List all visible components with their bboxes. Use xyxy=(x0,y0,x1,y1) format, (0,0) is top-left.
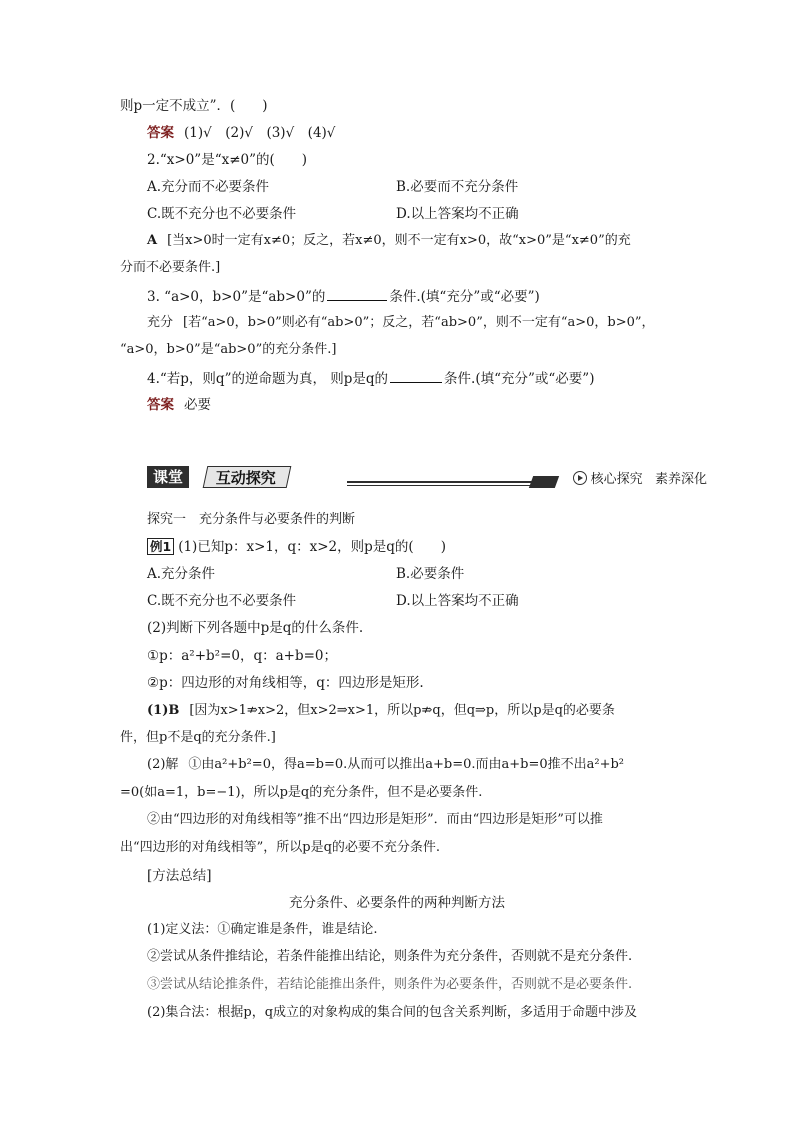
question-4 xyxy=(147,368,594,389)
ex-option-d: D.以上答案均不正确 xyxy=(396,593,519,609)
solution-2-head: (2)解 xyxy=(147,757,179,772)
solution-2-text: ①由a²+b²=0，得a=b=0.从而可以推出a+b=0.而由a+b=0推不出a²+b² xyxy=(188,757,625,772)
play-icon xyxy=(573,471,587,485)
section-banner xyxy=(147,466,707,492)
q2-option-b: B.必要而不充分条件 xyxy=(396,179,519,195)
question-2: 2.“x>0”是“x≠0”的( ) xyxy=(147,152,308,168)
ex-option-c: C.既不充分也不必要条件 xyxy=(147,593,297,609)
banner-rule xyxy=(347,481,537,483)
example-2-item-1: ①p：a²+b²=0，q：a+b=0； xyxy=(147,648,338,664)
answer-line-4 xyxy=(147,395,211,415)
q2-solution-cont: 分而不必要条件.] xyxy=(120,260,221,275)
q2-solution-text: [当x>0时一定有x≠0；反之，若x≠0，则不一定有x>0，故“x>0”是“x≠0”的充 xyxy=(167,233,631,248)
solution-1-head: (1)B xyxy=(147,703,180,718)
q3-text-a: 3. “a>0，b>0”是“ab>0”的 xyxy=(147,289,326,305)
method-2: ②尝试从条件推结论，若条件能推出结论，则条件为充分条件，否则就不是充分条件. xyxy=(147,949,633,964)
example-2-item-2: ②p：四边形的对角线相等，q：四边形是矩形. xyxy=(147,675,424,691)
ex-option-b: B.必要条件 xyxy=(396,566,465,582)
method-summary-label: [方法总结] xyxy=(147,868,212,884)
q3-solution xyxy=(147,313,655,333)
q3-solution-text: [若“a>0，b>0”则必有“ab>0”；反之，若“ab>0”，则不一定有“a>0，b>0”， xyxy=(183,315,655,330)
method-4: (2)集合法：根据p，q成立的对象构成的集合间的包含关系判断，多适用于命题中涉及 xyxy=(147,1005,638,1020)
banner-right-tags xyxy=(573,470,707,490)
solution-2 xyxy=(147,755,624,775)
method-title: 充分条件、必要条件的两种判断方法 xyxy=(289,895,505,911)
banner-tag-core: 核心探究 xyxy=(590,472,643,487)
line-1: 则p一定不成立”．( ) xyxy=(120,98,268,114)
example-badge: 例1 xyxy=(147,538,174,555)
ex-option-a: A.充分条件 xyxy=(147,566,216,582)
q2-solution xyxy=(147,231,631,251)
solution-2-cont: =0(如a=1，b=−1)，所以p是q的充分条件，但不是必要条件. xyxy=(120,785,483,800)
q4-text-a: 4.“若p，则q”的逆命题为真， 则p是q的 xyxy=(147,371,389,387)
banner-badge-classroom: 课堂 xyxy=(147,466,189,488)
answer-line-1 xyxy=(147,123,335,143)
q3-solution-cont: “a>0，b>0”是“ab>0”的充分条件.] xyxy=(120,342,337,357)
question-3 xyxy=(147,286,540,307)
answer-text-4: 必要 xyxy=(184,397,211,413)
section-title: 探究一 充分条件与必要条件的判断 xyxy=(147,512,356,527)
q3-solution-head: 充分 xyxy=(147,315,174,330)
q3-blank[interactable] xyxy=(327,286,387,301)
banner-tag-literacy: 素养深化 xyxy=(654,472,707,487)
q2-option-c: C.既不充分也不必要条件 xyxy=(147,206,297,222)
q3-text-b: 条件.(填“充分”或“必要”) xyxy=(389,289,540,305)
answer-label: 答案 xyxy=(147,125,174,141)
answer-label-4: 答案 xyxy=(147,397,174,413)
solution-3: ②由“四边形的对角线相等”推不出“四边形是矩形”．而由“四边形是矩形”可以推 xyxy=(147,812,603,827)
q4-text-b: 条件.(填“充分”或“必要”) xyxy=(444,371,595,387)
banner-rule-thin xyxy=(347,485,537,486)
banner-badge-explore-label: 互动探究 xyxy=(215,469,276,487)
answer-text: (1)√ (2)√ (3)√ (4)√ xyxy=(184,125,336,141)
method-3: ③尝试从结论推条件，若结论能推出条件，则条件为必要条件，否则就不是必要条件. xyxy=(147,977,633,992)
q4-blank[interactable] xyxy=(390,368,442,383)
example-2: (2)判断下列各题中p是q的什么条件. xyxy=(147,620,364,636)
q2-option-a: A.充分而不必要条件 xyxy=(147,179,270,195)
example-1-text: (1)已知p：x>1，q：x>2，则p是q的( ) xyxy=(178,539,446,555)
solution-1-cont: 件，但p不是q的充分条件.] xyxy=(120,730,276,745)
solution-1-text: [因为x>1⇏x>2，但x>2⇒x>1，所以p⇏q，但q⇒p，所以p是q的必要条 xyxy=(189,703,615,718)
solution-3-cont: 出“四边形的对角线相等”，所以p是q的必要不充分条件. xyxy=(120,840,441,855)
example-1 xyxy=(147,537,446,557)
solution-1 xyxy=(147,701,615,721)
q2-solution-head: A xyxy=(147,233,158,248)
method-1: (1)定义法：①确定谁是条件，谁是结论. xyxy=(147,922,378,937)
q2-option-d: D.以上答案均不正确 xyxy=(396,206,519,222)
banner-badge-explore xyxy=(203,466,292,488)
banner-bar xyxy=(529,476,559,488)
